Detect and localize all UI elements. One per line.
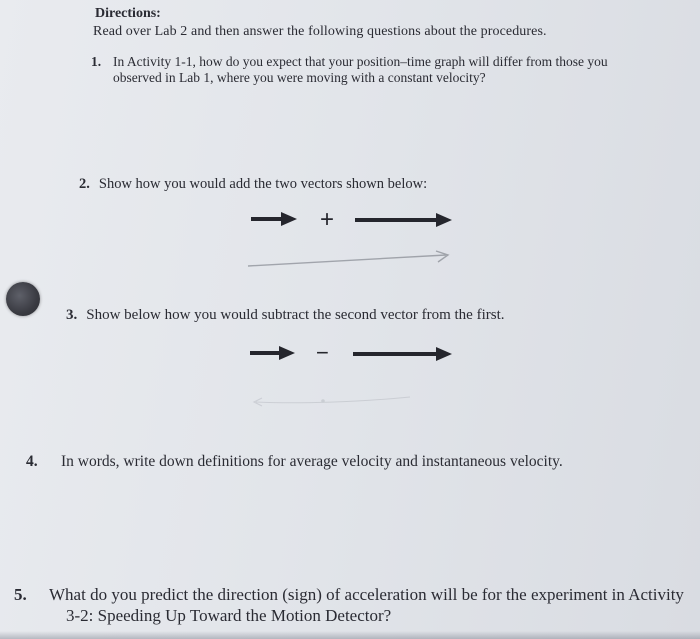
question-4: 4. In words, write down definitions for average velocity and instantaneous velocity. (26, 453, 563, 470)
question-3-text: Show below how you would subtract the second vector from the first. (86, 307, 505, 323)
question-1-number: 1. (91, 54, 102, 69)
add-vector-long-arrow (355, 213, 452, 227)
question-5-text: What do you predict the direction (sign) of acceleration will be for the experiment in Activity 3-2: Speeding Up Toward the Motion Detector? (49, 585, 684, 625)
question-2-number: 2. (79, 176, 90, 192)
question-5: 5. What do you predict the direction (sign) of acceleration will be for the experiment in Activity 3-2: Speeding Up Toward the Motion Detector? (14, 585, 684, 625)
directions-text: Read over Lab 2 and then answer the following questions about the procedures. (93, 24, 547, 39)
question-2-text: Show how you would add the two vectors shown below: (98, 176, 428, 192)
subtract-symbol: − (316, 340, 329, 365)
question-1-text: In Activity 1-1, how do you expect that your position–time graph will differ from those you observed in Lab 1, where you were moving with a constant velocity? (113, 54, 608, 85)
question-3-number: 3. (66, 307, 78, 323)
subtract-vector-long-arrow (353, 347, 452, 361)
subtract-vector-short-arrow (250, 346, 295, 360)
question-4-text: In words, write down definitions for average velocity and instantaneous velocity. (61, 453, 563, 470)
erased-sketch (254, 397, 410, 406)
add-vector-short-arrow (251, 212, 297, 226)
handwritten-resultant-arrow (248, 251, 448, 266)
directions-label: Directions: (95, 6, 161, 21)
page-shadow (0, 631, 700, 639)
add-symbol: + (320, 206, 335, 233)
